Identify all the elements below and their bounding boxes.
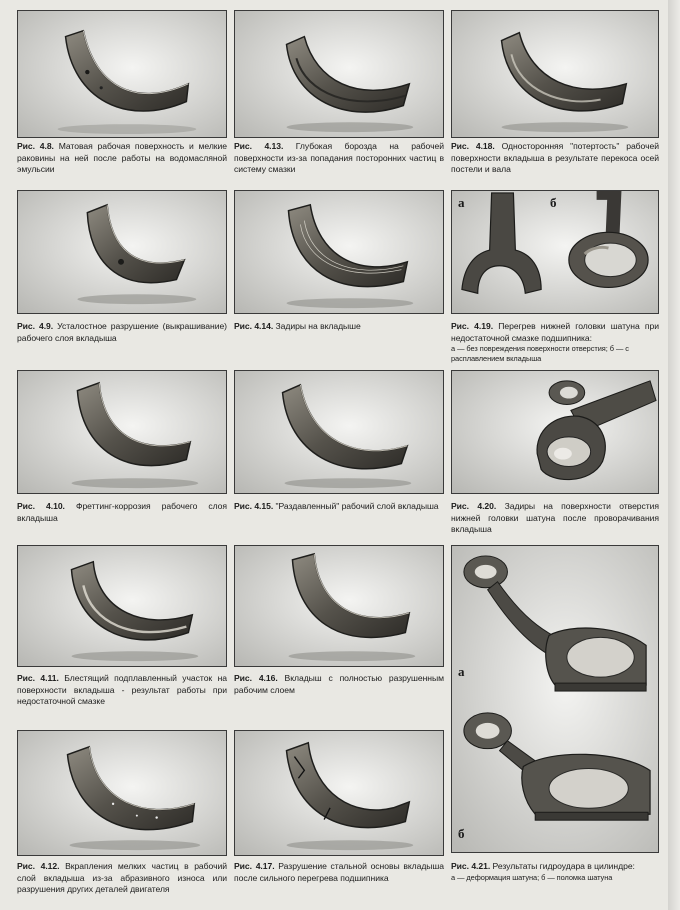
figure-4-20-caption: Рис. 4.20. Задиры на поверхности отверстия нижней головки шатуна после проворачивания вкладыша — [451, 501, 660, 535]
page-edge — [668, 0, 680, 910]
figure-4-19-mark-b: б — [550, 195, 557, 210]
figure-4-18-caption: Рис. 4.18. Односторонняя "потертость" рабочей поверхности вкладыша в результате перекоса осей постели и вала — [451, 141, 659, 175]
figure-4-16-photo — [234, 545, 444, 667]
figure-4-8-photo — [17, 10, 227, 138]
figure-4-14-photo — [234, 190, 444, 314]
figure-4-20-photo — [451, 370, 659, 494]
figure-4-15-caption: Рис. 4.15. "Раздавленный" рабочий слой вкладыша — [234, 501, 439, 511]
figure-4-10-photo — [17, 370, 227, 494]
figure-4-12-photo — [17, 730, 227, 856]
figure-4-21-mark-b: б — [458, 826, 465, 841]
figure-4-19-mark-a: а — [458, 195, 465, 210]
figure-4-21-subcaption: а — деформация шатуна; б — поломка шатуна — [451, 872, 613, 882]
figure-4-14-caption: Рис. 4.14. Задиры на вкладыше — [234, 321, 361, 331]
figure-4-9-caption: Рис. 4.9. Усталостное разрушение (выкрашивание) рабочего слоя вкладыша — [17, 321, 227, 343]
figure-4-9-photo — [17, 190, 227, 314]
figure-4-17-photo — [234, 730, 444, 856]
figure-4-21-photo — [451, 545, 659, 853]
figure-4-21-caption: Рис. 4.21. Результаты гидроудара в цилиндре: а — деформация шатуна; б — поломка шатуна — [451, 861, 659, 883]
figure-4-15-photo — [234, 370, 444, 494]
figure-4-11-caption: Рис. 4.11. Блестящий подплавленный участок на поверхности вкладыша - результат работы при недостаточной смазке — [17, 673, 227, 707]
figure-4-16-caption: Рис. 4.16. Вкладыш с полностью разрушенным рабочим слоем — [234, 673, 444, 695]
figure-4-12-caption: Рис. 4.12. Вкрапления мелких частиц в рабочий слой вкладыша из-за абразивного износа или разрушения других деталей двигателя — [17, 861, 228, 895]
figure-4-18-photo — [451, 10, 659, 138]
figure-4-13-photo — [234, 10, 444, 138]
figure-4-17-caption: Рис. 4.17. Разрушение стальной основы вкладыша после сильного перегрева подшипника — [234, 861, 445, 883]
figure-4-19-photo — [451, 190, 659, 314]
figure-4-13-caption: Рис. 4.13. Глубокая борозда на рабочей поверхности из-за попадания посторонних частиц в систему смазки — [234, 141, 444, 175]
figure-4-8-caption: Рис. 4.8. Матовая рабочая поверхность и мелкие раковины на ней после работы на водомасляной эмульсии — [17, 141, 227, 175]
figure-4-11-photo — [17, 545, 227, 667]
figure-4-21-mark-a: а — [458, 664, 465, 679]
figure-4-10-caption: Рис. 4.10. Фреттинг-коррозия рабочего слоя вкладыша — [17, 501, 228, 523]
figure-4-19-caption: Рис. 4.19. Перегрев нижней головки шатуна при недостаточной смазке подшипника: а — без повреждения поверхности отверстия; б — с расплавлением вкладыша — [451, 321, 660, 364]
figure-4-19-subcaption: а — без повреждения поверхности отверстия; б — с расплавлением вкладыша — [451, 344, 629, 364]
